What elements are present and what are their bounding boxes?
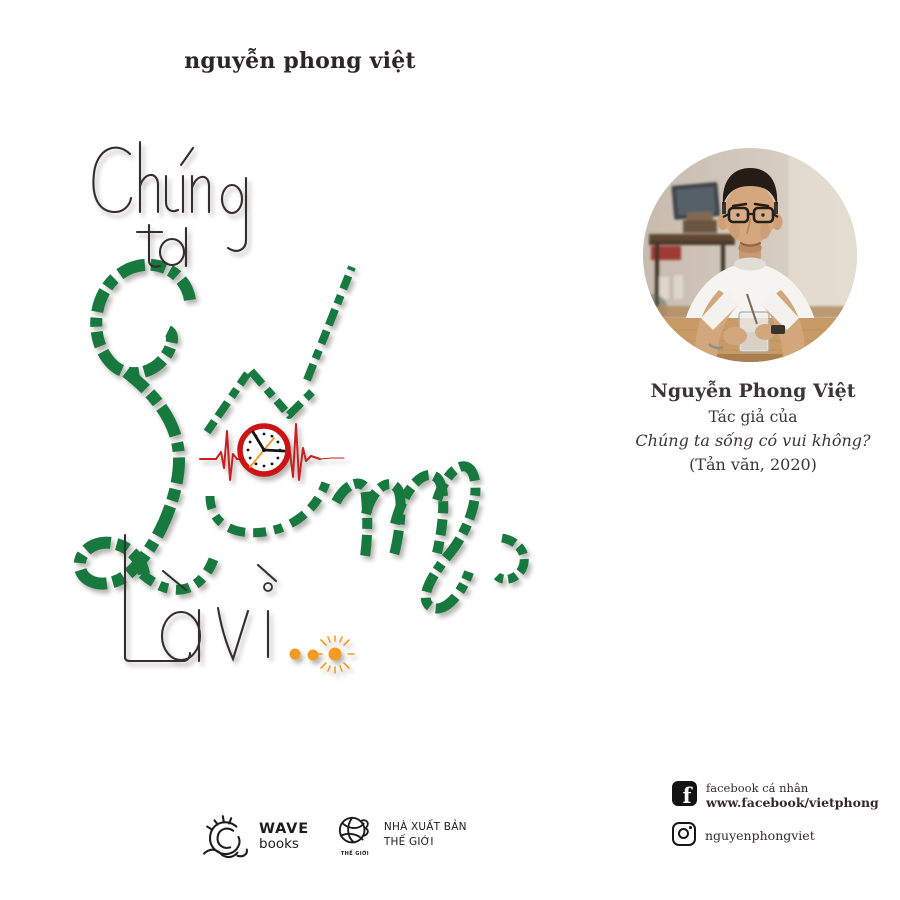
ellipsis-dots	[290, 649, 319, 661]
word-song-script	[80, 265, 525, 609]
author-photo	[643, 148, 857, 362]
clock-icon	[240, 426, 288, 474]
facebook-row[interactable]	[672, 781, 879, 812]
author-subtitle: Tác giả của	[708, 408, 798, 426]
social-links	[672, 781, 879, 856]
author-book-meta: (Tản văn, 2020)	[689, 455, 817, 474]
word-chung-ta	[93, 142, 246, 267]
the-gioi-publisher-logo	[335, 814, 467, 857]
word-la-vi	[125, 535, 276, 661]
instagram-icon[interactable]	[672, 822, 696, 846]
instagram-handle[interactable]: nguyenphongviet	[705, 827, 815, 843]
author-book-title: Chúng ta sống có vui không?	[635, 431, 871, 450]
the-gioi-globe-icon	[336, 814, 374, 850]
sun-icon	[316, 636, 354, 673]
facebook-label: facebook cá nhân	[706, 781, 809, 795]
instagram-row[interactable]	[672, 822, 879, 846]
facebook-url[interactable]: www.facebook/vietphong	[706, 795, 879, 811]
facebook-icon[interactable]: f	[672, 781, 697, 806]
author-name: Nguyễn Phong Việt	[650, 380, 856, 402]
facebook-text	[706, 781, 879, 812]
author-photo-illustration	[643, 148, 857, 362]
wave-name: WAVE	[259, 820, 309, 837]
wave-books-logo	[202, 814, 309, 860]
cover-art	[40, 128, 560, 703]
the-gioi-line1: NHÀ XUẤT BẢN	[383, 821, 467, 833]
instagram-flash-dot	[689, 826, 692, 829]
the-gioi-line2: THẾ GIỚI	[383, 835, 434, 848]
page-title: nguyễn phong việt	[184, 48, 416, 74]
wave-books-icon	[202, 814, 252, 860]
the-gioi-wordmark	[384, 820, 467, 857]
publisher-logos	[202, 814, 467, 860]
author-card	[593, 380, 900, 474]
wave-sub: books	[259, 836, 299, 853]
wave-books-wordmark	[259, 822, 309, 852]
the-gioi-caption: THẾ GIỚI	[340, 851, 369, 857]
cover-art-svg	[40, 128, 560, 703]
instagram-lens	[678, 828, 689, 839]
